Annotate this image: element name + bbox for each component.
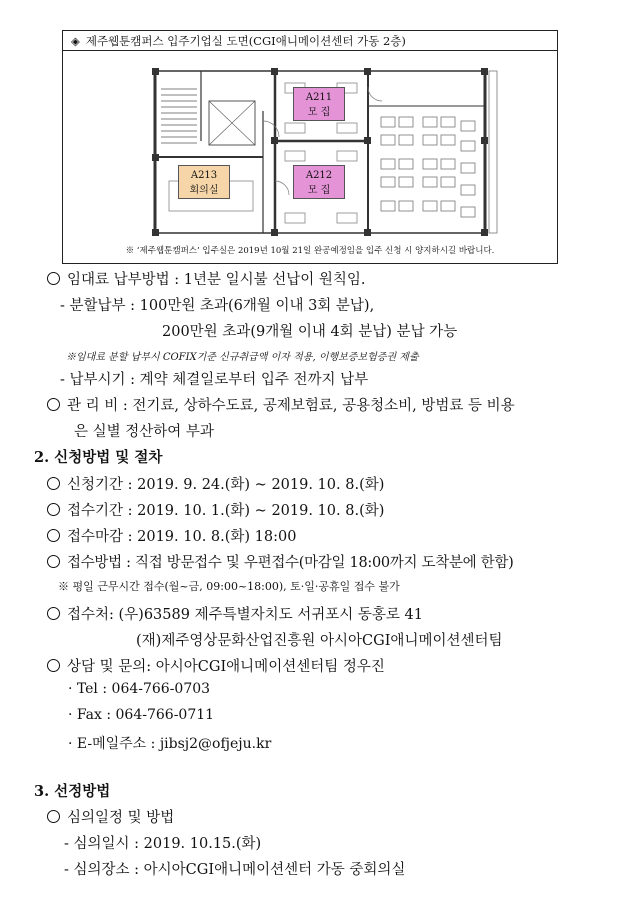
desk xyxy=(461,141,475,151)
circle-bullet-icon xyxy=(47,503,60,516)
installment-line-2: 200만원 초과(9개월 이내 4회 분납) 분납 가능 xyxy=(162,324,458,340)
desk xyxy=(381,117,395,127)
desk xyxy=(399,201,413,211)
column xyxy=(271,68,278,75)
receipt-method xyxy=(47,551,513,572)
circle-bullet-icon xyxy=(47,477,60,490)
desk xyxy=(381,177,395,187)
contact-person xyxy=(47,655,385,676)
column xyxy=(481,68,488,75)
review-schedule-text: 심의일정 및 방법 xyxy=(67,810,175,826)
management-fee xyxy=(47,394,515,415)
desk xyxy=(441,117,455,127)
floor-plan-title: 제주웹툰캠퍼스 입주기업실 도면(CGI애니메이션센터 가동 2층) xyxy=(85,34,406,48)
payment-time: - 납부시기 : 계약 체결일로부터 입주 전까지 납부 xyxy=(60,372,369,388)
receipt-deadline xyxy=(47,525,296,546)
room-a212 xyxy=(293,165,345,199)
desk xyxy=(399,135,413,145)
room-a211 xyxy=(293,87,345,121)
column xyxy=(364,137,371,144)
floor-plan-drawing xyxy=(63,51,559,243)
column xyxy=(364,68,371,75)
desk xyxy=(461,207,475,217)
section-2-heading: 2. 신청방법 및 절차 xyxy=(34,449,163,466)
desk xyxy=(423,159,437,169)
desk xyxy=(423,117,437,127)
door-arc xyxy=(275,181,289,195)
desk xyxy=(337,123,357,133)
receipt-deadline-text: 접수마감 : 2019. 10. 8.(화) 18:00 xyxy=(67,529,297,545)
circle-bullet-icon xyxy=(47,659,60,672)
floor-plan-box xyxy=(62,30,558,264)
desk xyxy=(381,159,395,169)
door-arc xyxy=(368,87,382,101)
desk xyxy=(285,213,305,223)
door-arc xyxy=(263,121,279,137)
desk xyxy=(461,163,475,173)
management-fee-text: 관 리 비 : 전기료, 상하수도료, 공제보험료, 공용청소비, 방범료 등 비용 xyxy=(67,398,515,414)
review-place: - 심의장소 : 아시아CGI애니메이션센터 가동 중회의실 xyxy=(64,862,406,878)
window-strip xyxy=(489,71,497,233)
receipt-organization: (재)제주영상문화산업진흥원 아시아CGI애니메이션센터팀 xyxy=(136,633,503,649)
room-label: 회의실 xyxy=(189,185,219,196)
installment-note: ※임대료 분할 납부시 COFIX기준 신규취급액 이자 적용, 이행보증보험증권 제출 xyxy=(66,352,419,363)
receipt-address-text: 접수처: (우)63589 제주특별자치도 서귀포시 동홍로 41 xyxy=(67,607,423,623)
circle-bullet-icon xyxy=(47,555,60,568)
application-period-text: 신청기간 : 2019. 9. 24.(화) ~ 2019. 10. 8.(화) xyxy=(67,477,385,493)
column xyxy=(271,229,278,236)
desk xyxy=(423,135,437,145)
column xyxy=(481,229,488,236)
management-fee-cont: 은 실별 정산하여 부과 xyxy=(74,424,214,440)
contact-tel: · Tel : 064-766-0703 xyxy=(68,681,211,697)
review-date: - 심의일시 : 2019. 10.15.(화) xyxy=(64,836,262,852)
desk xyxy=(461,121,475,131)
receipt-note: ※ 평일 근무시간 접수(월~금, 09:00~18:00), 토·일·공휴일 접수 불가 xyxy=(58,580,400,593)
room-code: A213 xyxy=(190,170,218,181)
room-code: A211 xyxy=(305,92,333,103)
room-code: A212 xyxy=(305,170,333,181)
desk xyxy=(399,177,413,187)
receipt-period xyxy=(47,499,384,520)
desk xyxy=(337,151,357,161)
circle-bullet-icon xyxy=(47,810,60,823)
desk xyxy=(423,177,437,187)
rent-payment-method xyxy=(47,268,366,289)
circle-bullet-icon xyxy=(47,272,60,285)
desk xyxy=(461,185,475,195)
room-label: 모 집 xyxy=(307,185,331,196)
receipt-address xyxy=(47,603,423,624)
column xyxy=(364,229,371,236)
circle-bullet-icon xyxy=(47,607,60,620)
contact-email[interactable]: · E-메일주소 : jibsj2@ofjeju.kr xyxy=(68,736,272,752)
installment-line-1: - 분할납부 : 100만원 초과(6개월 이내 3회 분납), xyxy=(60,298,375,314)
desk xyxy=(337,213,357,223)
contact-fax: · Fax : 064-766-0711 xyxy=(68,707,215,723)
desk xyxy=(423,201,437,211)
diamond-bullet-icon: ◈ xyxy=(71,34,80,48)
room-label: 모 집 xyxy=(307,107,331,118)
desk xyxy=(399,159,413,169)
section-3-heading: 3. 선정방법 xyxy=(34,783,111,800)
desk xyxy=(441,159,455,169)
desk xyxy=(441,201,455,211)
circle-bullet-icon xyxy=(47,529,60,542)
circle-bullet-icon xyxy=(47,398,60,411)
rent-payment-method-text: 임대료 납부방법 : 1년분 일시불 선납이 원칙임. xyxy=(67,272,366,288)
desk xyxy=(381,201,395,211)
column xyxy=(152,154,159,161)
receipt-period-text: 접수기간 : 2019. 10. 1.(화) ~ 2019. 10. 8.(화) xyxy=(67,503,385,519)
application-period xyxy=(47,473,384,494)
contact-person-text: 상담 및 문의: 아시아CGI애니메이션센터팀 정우진 xyxy=(67,659,385,675)
review-schedule xyxy=(47,806,174,827)
desk xyxy=(381,135,395,145)
column xyxy=(152,229,159,236)
floor-plan-header xyxy=(63,31,557,51)
floor-plan-note: ※ ‘제주웹툰캠퍼스’ 입주실은 2019년 10월 21일 완공예정임을 입주 신청 시 양지하시길 바랍니다. xyxy=(125,246,495,256)
desk xyxy=(441,177,455,187)
column xyxy=(152,68,159,75)
column xyxy=(271,137,278,144)
desk xyxy=(441,135,455,145)
desk xyxy=(285,151,305,161)
receipt-method-text: 접수방법 : 직접 방문접수 및 우편접수(마감일 18:00까지 도착분에 한함) xyxy=(67,555,514,571)
column xyxy=(481,137,488,144)
desk xyxy=(285,123,305,133)
desk xyxy=(399,117,413,127)
room-a213 xyxy=(178,165,230,199)
